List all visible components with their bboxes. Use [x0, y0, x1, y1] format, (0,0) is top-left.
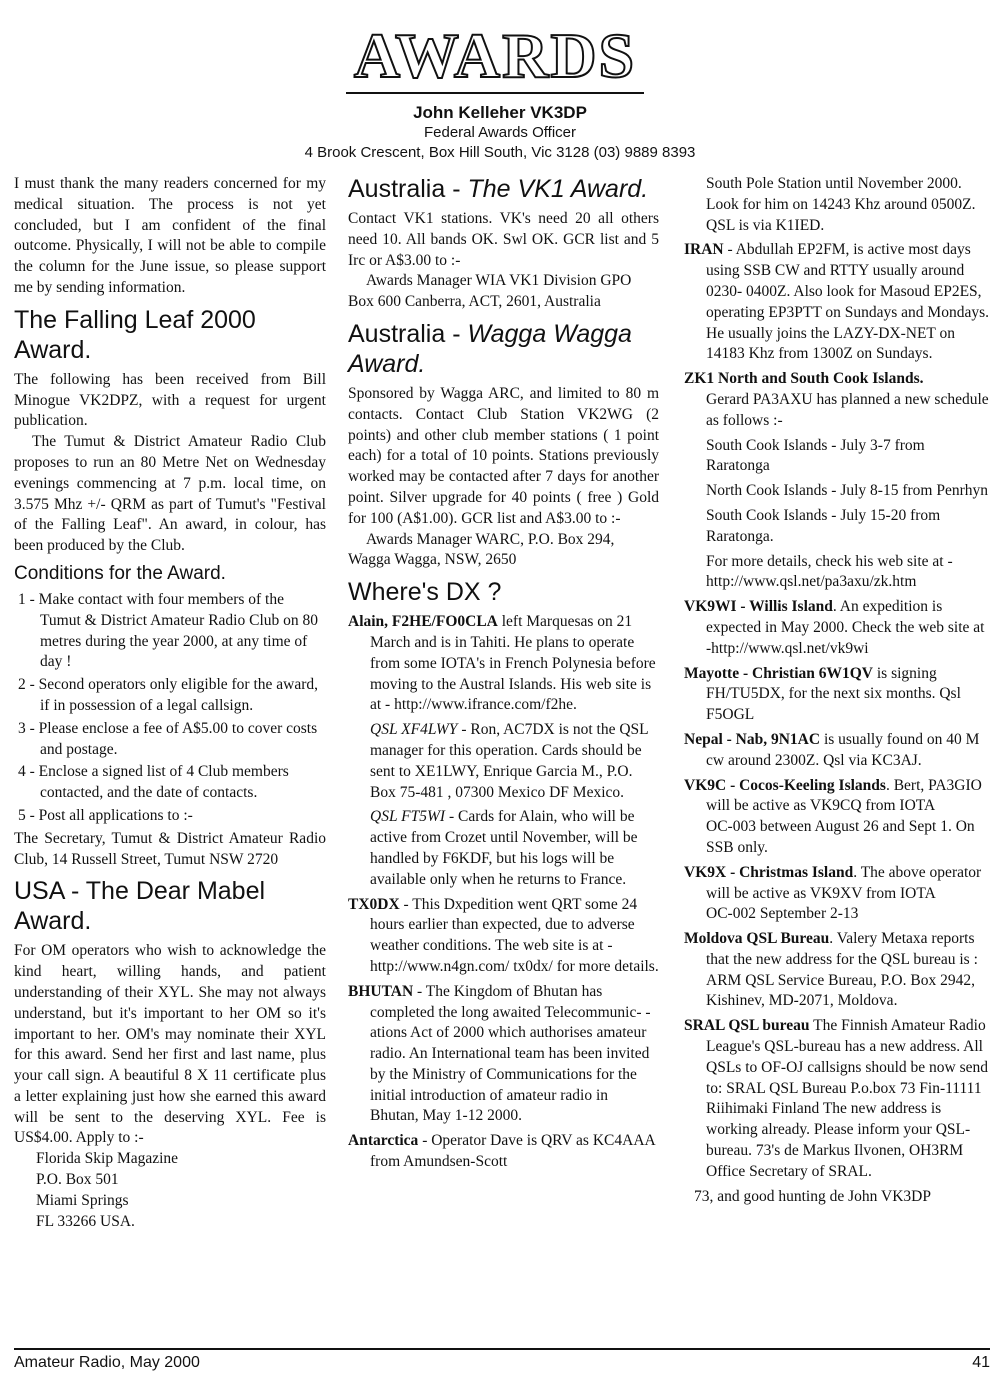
entry-text: - This Dxpedition went QRT some 24 hours earlier than expected, due to adverse weather conditions. The web site is at - http://www.n4gn.com/ tx0dx/ for more details. [370, 895, 659, 975]
entry-label: VK9WI - Willis Island [684, 598, 833, 616]
officer-address: 4 Brook Crescent, Box Hill South, Vic 3128 (03) 9889 8393 [304, 144, 696, 161]
falling-leaf-p2: The Tumut & District Amateur Radio Club proposes to run an 80 Metre Net on Wednesday evenings commencing at 7 p.m. local time, on 3.575 Mhz +/- QRM as part of Tumut's "Festival of the Falling Leaf". An award, in colour, has been produced by the Club. [14, 433, 326, 555]
column-3 [684, 174, 990, 1207]
vk1-heading [348, 174, 659, 204]
awards-title: AWARDS [353, 20, 637, 91]
condition-item: 3 - Please enclose a fee of A$5.00 to cover costs and postage. [18, 719, 318, 758]
entry-label: SRAL QSL bureau [684, 1017, 810, 1035]
falling-leaf-heading: The Falling Leaf 2000 Award. [14, 305, 256, 364]
entry-label: Antarctica [348, 1132, 419, 1150]
dx-entry-tx0dx [348, 895, 659, 978]
entry-label: QSL FT5WI [370, 808, 446, 826]
zk1-schedule-item: North Cook Islands - July 8-15 from Penrhyn [706, 482, 988, 500]
antarctica-continued: South Pole Station until November 2000. Look for him on 14243 Khz around 0500Z. QSL is via K1IED. [706, 175, 976, 234]
vk1-body: Contact VK1 stations. VK's need 20 all others need 10. All bands OK. Swl OK. GCR list and 5 Irc or A$3.00 to :- [348, 210, 659, 269]
entry-label: QSL XF4LWY [370, 721, 458, 739]
entry-label: VK9X - Christmas Island [684, 863, 854, 881]
entry-text: . Bert, PA3GIO will be active as VK9CQ from IOTA [706, 776, 982, 815]
masthead [340, 20, 650, 94]
vk1-heading-italic: The VK1 Award. [467, 175, 649, 203]
dx-entry-vk9wi [684, 597, 990, 659]
dx-entry-zk1-label: ZK1 North and South Cook Islands. [684, 370, 924, 388]
condition-item: 4 - Enclose a signed list of 4 Club members contacted, and the date of contacts. [18, 763, 289, 802]
entry-label: Moldova QSL Bureau [684, 930, 830, 948]
condition-item: 5 - Post all applications to :- [18, 806, 193, 824]
wagga-heading-plain: Australia - [348, 319, 468, 348]
zk1-intro: Gerard PA3AXU has planned a new schedule as follows :- [706, 390, 989, 429]
dx-entry-sral [684, 1016, 990, 1182]
entry-label: TX0DX [348, 895, 400, 913]
entry-text: left Marquesas on 21 March and is in Tahiti. He plans to operate from some IOTA's in French Polynesia before moving to the Austral Islands. His web site is at - http://www.ifrance.com/f2he. [370, 613, 656, 714]
dear-mabel-address [14, 1149, 326, 1232]
dx-entry-alain [348, 612, 659, 716]
dear-mabel-heading: USA - The Dear Mabel Award. [14, 877, 266, 936]
wheres-dx-heading: Where's DX ? [348, 578, 502, 607]
entry-text: - The Kingdom of Bhutan has completed the long awaited Telecommunic- -ations Act of 2000 which authorises amateur radio. An International team has been invited by the Ministry of Communications for the initial introduction of amateur radio in Bhutan, May 1-12 2000. [370, 982, 651, 1125]
dx-entry-vk9c [684, 776, 990, 818]
conditions-heading: Conditions for the Award. [14, 562, 226, 584]
wagga-body: Sponsored by Wagga ARC, and limited to 80 m contacts. Contact Club Station VK2WG (2 points) and other club member stations ( 1 point each) for a total of 10 points. Stations previously worked may be contacted after 7 days for another point. Silver upgrade for 40 points ( free ) Gold for 100 (A$1.00). GCR list and A$3.00 to :- [348, 384, 659, 527]
conditions-address: The Secretary, Tumut & District Amateur Radio Club, 14 Russell Street, Tumut NSW 2720 [14, 829, 326, 868]
entry-text: . An expedition is expected in May 2000. Check the web site at -http://www.qsl.net/vk9wi [706, 598, 985, 657]
zk1-schedule-item: South Cook Islands - July 15-20 from Raratonga. [706, 506, 941, 545]
entry-text: - Operator Dave is QRV as KC4AAA from Amundsen-Scott [370, 1132, 655, 1171]
dx-entry-qsl-ft5wi [348, 807, 659, 890]
signoff: 73, and good hunting de John VK3DP [694, 1187, 931, 1205]
entry-label: VK9C - Cocos-Keeling Islands [684, 776, 886, 794]
officer-name: John Kelleher VK3DP [413, 103, 587, 122]
entry-label: Mayotte - Christian 6W1QV [684, 664, 873, 682]
entry-label: Alain, F2HE/FO0CLA [348, 613, 498, 631]
vk1-heading-plain: Australia - [348, 175, 468, 203]
entry-text: - Abdullah EP2FM, is active most days using SSB CW and RTTY usually around 0230- 0400Z. Also look for Masoud EP2ES, operating EP3PTT on Sundays and Mondays. He usually joins the LAZY-DX-NET on 14183 Khz from 1300Z on Sundays. [706, 241, 990, 363]
address-line: P.O. Box 501 [36, 1171, 119, 1189]
entry-text: . The above operator will be active as VK9XV from IOTA [706, 863, 982, 902]
dx-entry-nepal [684, 730, 990, 772]
address-line: Miami Springs [36, 1191, 129, 1209]
column-2 [348, 174, 659, 1177]
vk9x-iota: OC-002 September 2-13 [706, 905, 859, 923]
zk1-schedule-item: South Cook Islands - July 3-7 from Raratonga [706, 436, 925, 475]
entry-label: BHUTAN [348, 982, 414, 1000]
intro-paragraph: I must thank the many readers concerned for my medical situation. The process is not yet concluded, but I am confident of the final outcome. Physically, I will not be able to compile the column for the June issue, so please support me by sending information. [14, 175, 326, 296]
title-rule [346, 92, 644, 94]
officer-block [240, 102, 760, 163]
address-line: FL 33266 USA. [36, 1212, 135, 1230]
entry-text: - Cards for Alain, who will be active from Crozet until November, will be handled by F6KDF, but his logs will be available only when he returns to France. [370, 808, 638, 888]
entry-text: . Valery Metaxa reports that the new address for the QSL bureau is : ARM QSL Service Bureau, P.O. Box 2942, Kishinev, MD-2071, Moldova. [706, 930, 978, 1010]
vk9c-iota: OC-003 between August 26 and Sept 1. On SSB only. [706, 818, 975, 856]
vk1-address: Awards Manager WIA VK1 Division GPO Box 600 Canberra, ACT, 2601, Australia [348, 272, 632, 311]
dx-entry-mayotte [684, 664, 990, 726]
entry-label: IRAN [684, 241, 724, 259]
dx-entry-iran [684, 240, 990, 365]
dx-entry-qsl-xf4lwy [348, 720, 659, 803]
publication-name: Amateur Radio, May 2000 [14, 1354, 200, 1371]
condition-item: 2 - Second operators only eligible for the award, if in possession of a legal callsign. [18, 676, 319, 714]
dx-entry-vk9x [684, 863, 990, 905]
page-number: 41 [972, 1354, 990, 1371]
footer-rule [14, 1348, 990, 1350]
falling-leaf-p1: The following has been received from Bill Minogue VK2DPZ, with a request for urgent publication. [14, 370, 326, 430]
entry-text: The Finnish Amateur Radio League's QSL-bureau has a new address. All QSLs to OF-OJ callsigns should be now send to: SRAL QSL Bureau P.o.box 73 Fin-11111 Riihimaki Finland The new address is working already. Please inform your QSL-bureau. 73's de Markus Ilvonen, OH3RM Office Secretary of SRAL. [706, 1017, 989, 1180]
dear-mabel-body: For OM operators who wish to acknowledge the kind heart, willing hands, and patient understanding of their XYL. She may not always understand, but it's important to her OM so it's important to her. OM's may nominate their XYL for this award. Send her first and last name, plus your call sign. A beautiful 8 X 11 certificate plus a letter explaining just how she earned this award will be sent to the deserving XYL. Fee is US$4.00. Apply to :- [14, 942, 326, 1147]
condition-item: 1 - Make contact with four members of the Tumut & District Amateur Radio Club on 80 metres during the year 2000, at any time of day ! [18, 590, 319, 671]
dx-entry-bhutan [348, 982, 659, 1128]
dx-entry-antarctica [348, 1131, 659, 1173]
wagga-heading-italic: Wagga Wagga Award. [348, 319, 632, 378]
address-line: Florida Skip Magazine [36, 1150, 179, 1168]
wagga-address: Awards Manager WARC, P.O. Box 294, Wagga Wagga, NSW, 2650 [348, 530, 615, 569]
entry-text: - Ron, AC7DX is not the QSL manager for this operation. Cards should be sent to XE1LWY, Enrique Garcia M., P.O. Box 75-481 , 07300 Mexico DF Mexico. [370, 721, 649, 801]
entry-text: is signing FH/TU5DX, for the next six months. Qsl F5OGL [706, 664, 961, 724]
wagga-heading [348, 319, 659, 379]
entry-text: is usually found on 40 M cw around 2300Z. Qsl via KC3AJ. [706, 730, 980, 769]
entry-label: Nepal - Nab, 9N1AC [684, 730, 821, 748]
column-1 [14, 174, 326, 1232]
zk1-more-details: For more details, check his web site at - http://www.qsl.net/pa3axu/zk.htm [706, 552, 953, 591]
dx-entry-moldova [684, 929, 990, 1012]
officer-role: Federal Awards Officer [423, 124, 576, 141]
